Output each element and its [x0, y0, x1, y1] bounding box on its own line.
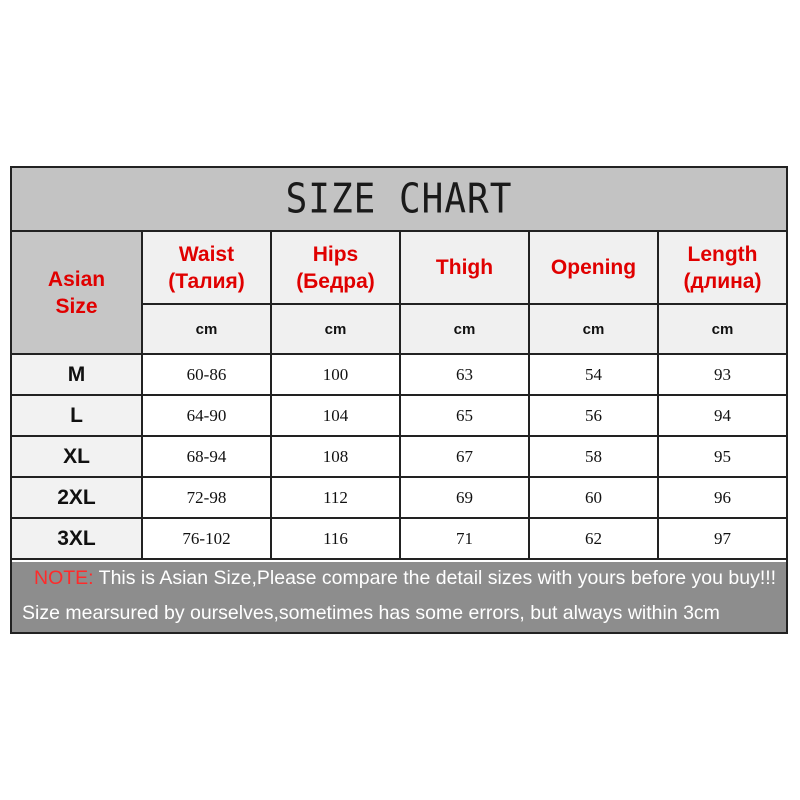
header-thigh-name: Thigh — [435, 256, 494, 279]
length-cell: 94 — [658, 395, 786, 436]
title-bar — [12, 168, 786, 232]
unit-thigh: cm — [400, 304, 529, 354]
note-text: This is Asian Size,Please compare the detail sizes with yours before you buy!!! — [93, 567, 777, 589]
header-length-name: Length — [687, 242, 758, 266]
length-cell: 93 — [658, 354, 786, 395]
hips-cell: 116 — [271, 518, 400, 559]
header-waist-name: Waist — [178, 242, 235, 266]
asian-size-line2: Size — [55, 294, 98, 318]
opening-cell: 58 — [529, 436, 658, 477]
length-cell: 96 — [658, 477, 786, 518]
table-row — [12, 395, 786, 436]
waist-cell: 68-94 — [142, 436, 271, 477]
hips-cell: 108 — [271, 436, 400, 477]
thigh-cell: 69 — [400, 477, 529, 518]
asian-size-line1: Asian — [47, 267, 106, 291]
waist-cell: 72-98 — [142, 477, 271, 518]
waist-cell: 76-102 — [142, 518, 271, 559]
header-opening-name: Opening — [550, 256, 637, 279]
opening-cell: 60 — [529, 477, 658, 518]
hips-cell: 100 — [271, 354, 400, 395]
size-cell: 3XL — [12, 518, 142, 559]
note-line-2: Size mearsured by ourselves,sometimes has some errors, but always within 3cm — [22, 602, 720, 624]
table-row — [12, 354, 786, 395]
unit-length: cm — [658, 304, 786, 354]
header-waist-sub: (Талия) — [168, 269, 245, 293]
opening-cell: 54 — [529, 354, 658, 395]
note-line-1 — [34, 562, 784, 598]
header-hips-name: Hips — [312, 242, 359, 266]
unit-opening: cm — [529, 304, 658, 354]
header-opening — [529, 232, 658, 304]
waist-cell: 60-86 — [142, 354, 271, 395]
table-row — [12, 436, 786, 477]
thigh-cell: 67 — [400, 436, 529, 477]
thigh-cell: 71 — [400, 518, 529, 559]
thigh-cell: 65 — [400, 395, 529, 436]
unit-hips: cm — [271, 304, 400, 354]
length-cell: 95 — [658, 436, 786, 477]
size-table — [12, 232, 786, 560]
header-waist — [142, 232, 271, 304]
hips-cell: 112 — [271, 477, 400, 518]
header-length — [658, 232, 786, 304]
header-hips-sub: (Бедра) — [296, 269, 375, 293]
note-area — [12, 562, 786, 632]
header-hips — [271, 232, 400, 304]
hips-cell: 104 — [271, 395, 400, 436]
size-cell: M — [12, 354, 142, 395]
header-length-sub: (длина) — [683, 269, 762, 293]
size-cell: L — [12, 395, 142, 436]
note-prefix: NOTE: — [34, 567, 94, 589]
unit-waist: cm — [142, 304, 271, 354]
opening-cell: 62 — [529, 518, 658, 559]
header-thigh — [400, 232, 529, 304]
opening-cell: 56 — [529, 395, 658, 436]
chart-title: SIZE CHART — [285, 175, 513, 223]
size-cell: XL — [12, 436, 142, 477]
header-row — [12, 232, 786, 304]
thigh-cell: 63 — [400, 354, 529, 395]
asian-size-header — [12, 232, 142, 354]
table-row — [12, 477, 786, 518]
size-cell: 2XL — [12, 477, 142, 518]
waist-cell: 64-90 — [142, 395, 271, 436]
length-cell: 97 — [658, 518, 786, 559]
table-row — [12, 518, 786, 559]
size-chart — [10, 166, 788, 634]
